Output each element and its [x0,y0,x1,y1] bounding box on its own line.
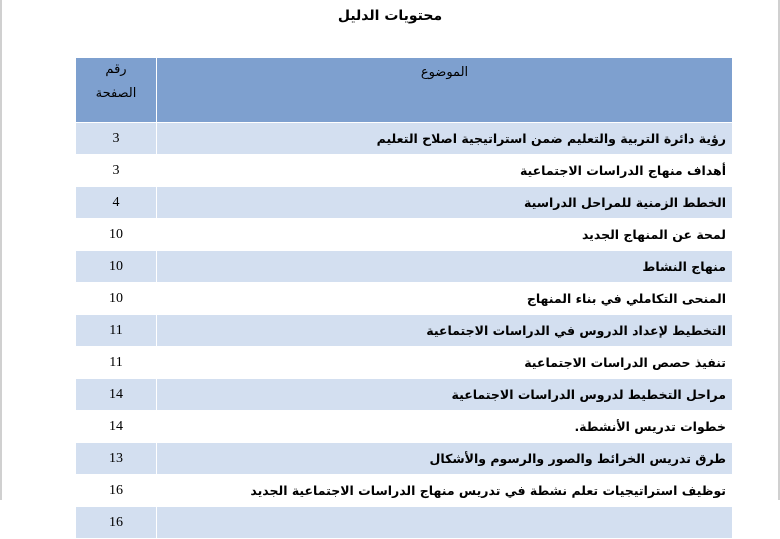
table-row [76,283,733,315]
table-row [76,123,733,155]
toc-topic: رؤية دائرة التربية والتعليم ضمن استراتيجية اصلاح التعليم [157,123,733,155]
table-header-row [76,58,733,123]
toc-topic: الخطط الزمنية للمراحل الدراسية [157,187,733,219]
toc-page-number: 13 [76,443,157,475]
header-page-number [76,58,157,123]
table-row [76,379,733,411]
toc-page-number: 3 [76,155,157,187]
header-topic-label: الموضوع [420,65,469,80]
table-row [76,155,733,187]
table-row [76,187,733,219]
toc-page-number: 10 [76,251,157,283]
toc-topic [157,507,733,539]
toc-page-number: 11 [76,315,157,347]
toc-page-number: 14 [76,411,157,443]
toc-topic: منهاج النشاط [157,251,733,283]
table-row [76,347,733,379]
toc-page-number: 16 [76,475,157,507]
toc-topic: التخطيط لإعداد الدروس في الدراسات الاجتماعية [157,315,733,347]
toc-page-number: 10 [76,283,157,315]
toc-topic: أهداف منهاج الدراسات الاجتماعية [157,155,733,187]
table-row [76,507,733,539]
header-page-line2: الصفحة [95,86,137,101]
table-of-contents [75,57,733,539]
toc-topic: المنحى التكاملي في بناء المنهاج [157,283,733,315]
table-row [76,251,733,283]
toc-page-number: 3 [76,123,157,155]
toc-topic: خطوات تدريس الأنشطة. [157,411,733,443]
page-edge-left [0,0,2,500]
toc-topic: تنفيذ حصص الدراسات الاجتماعية [157,347,733,379]
table-row [76,475,733,507]
toc-page-number: 11 [76,347,157,379]
table-row [76,411,733,443]
toc-topic: طرق تدريس الخرائط والصور والرسوم والأشكال [157,443,733,475]
table-row [76,315,733,347]
document-title: محتويات الدليل [337,8,443,24]
header-topic [157,58,733,123]
toc-topic: لمحة عن المنهاج الجديد [157,219,733,251]
toc-page-number: 4 [76,187,157,219]
toc-topic: توظيف استراتيجيات تعلم نشطة في تدريس منهاج الدراسات الاجتماعية الجديد [157,475,733,507]
toc-page-number: 14 [76,379,157,411]
toc-topic: مراحل التخطيط لدروس الدراسات الاجتماعية [157,379,733,411]
toc-page-number: 16 [76,507,157,539]
table-row [76,443,733,475]
table-body [76,123,733,539]
table-row [76,219,733,251]
toc-page-number: 10 [76,219,157,251]
header-page-line1: رقم [105,62,127,77]
